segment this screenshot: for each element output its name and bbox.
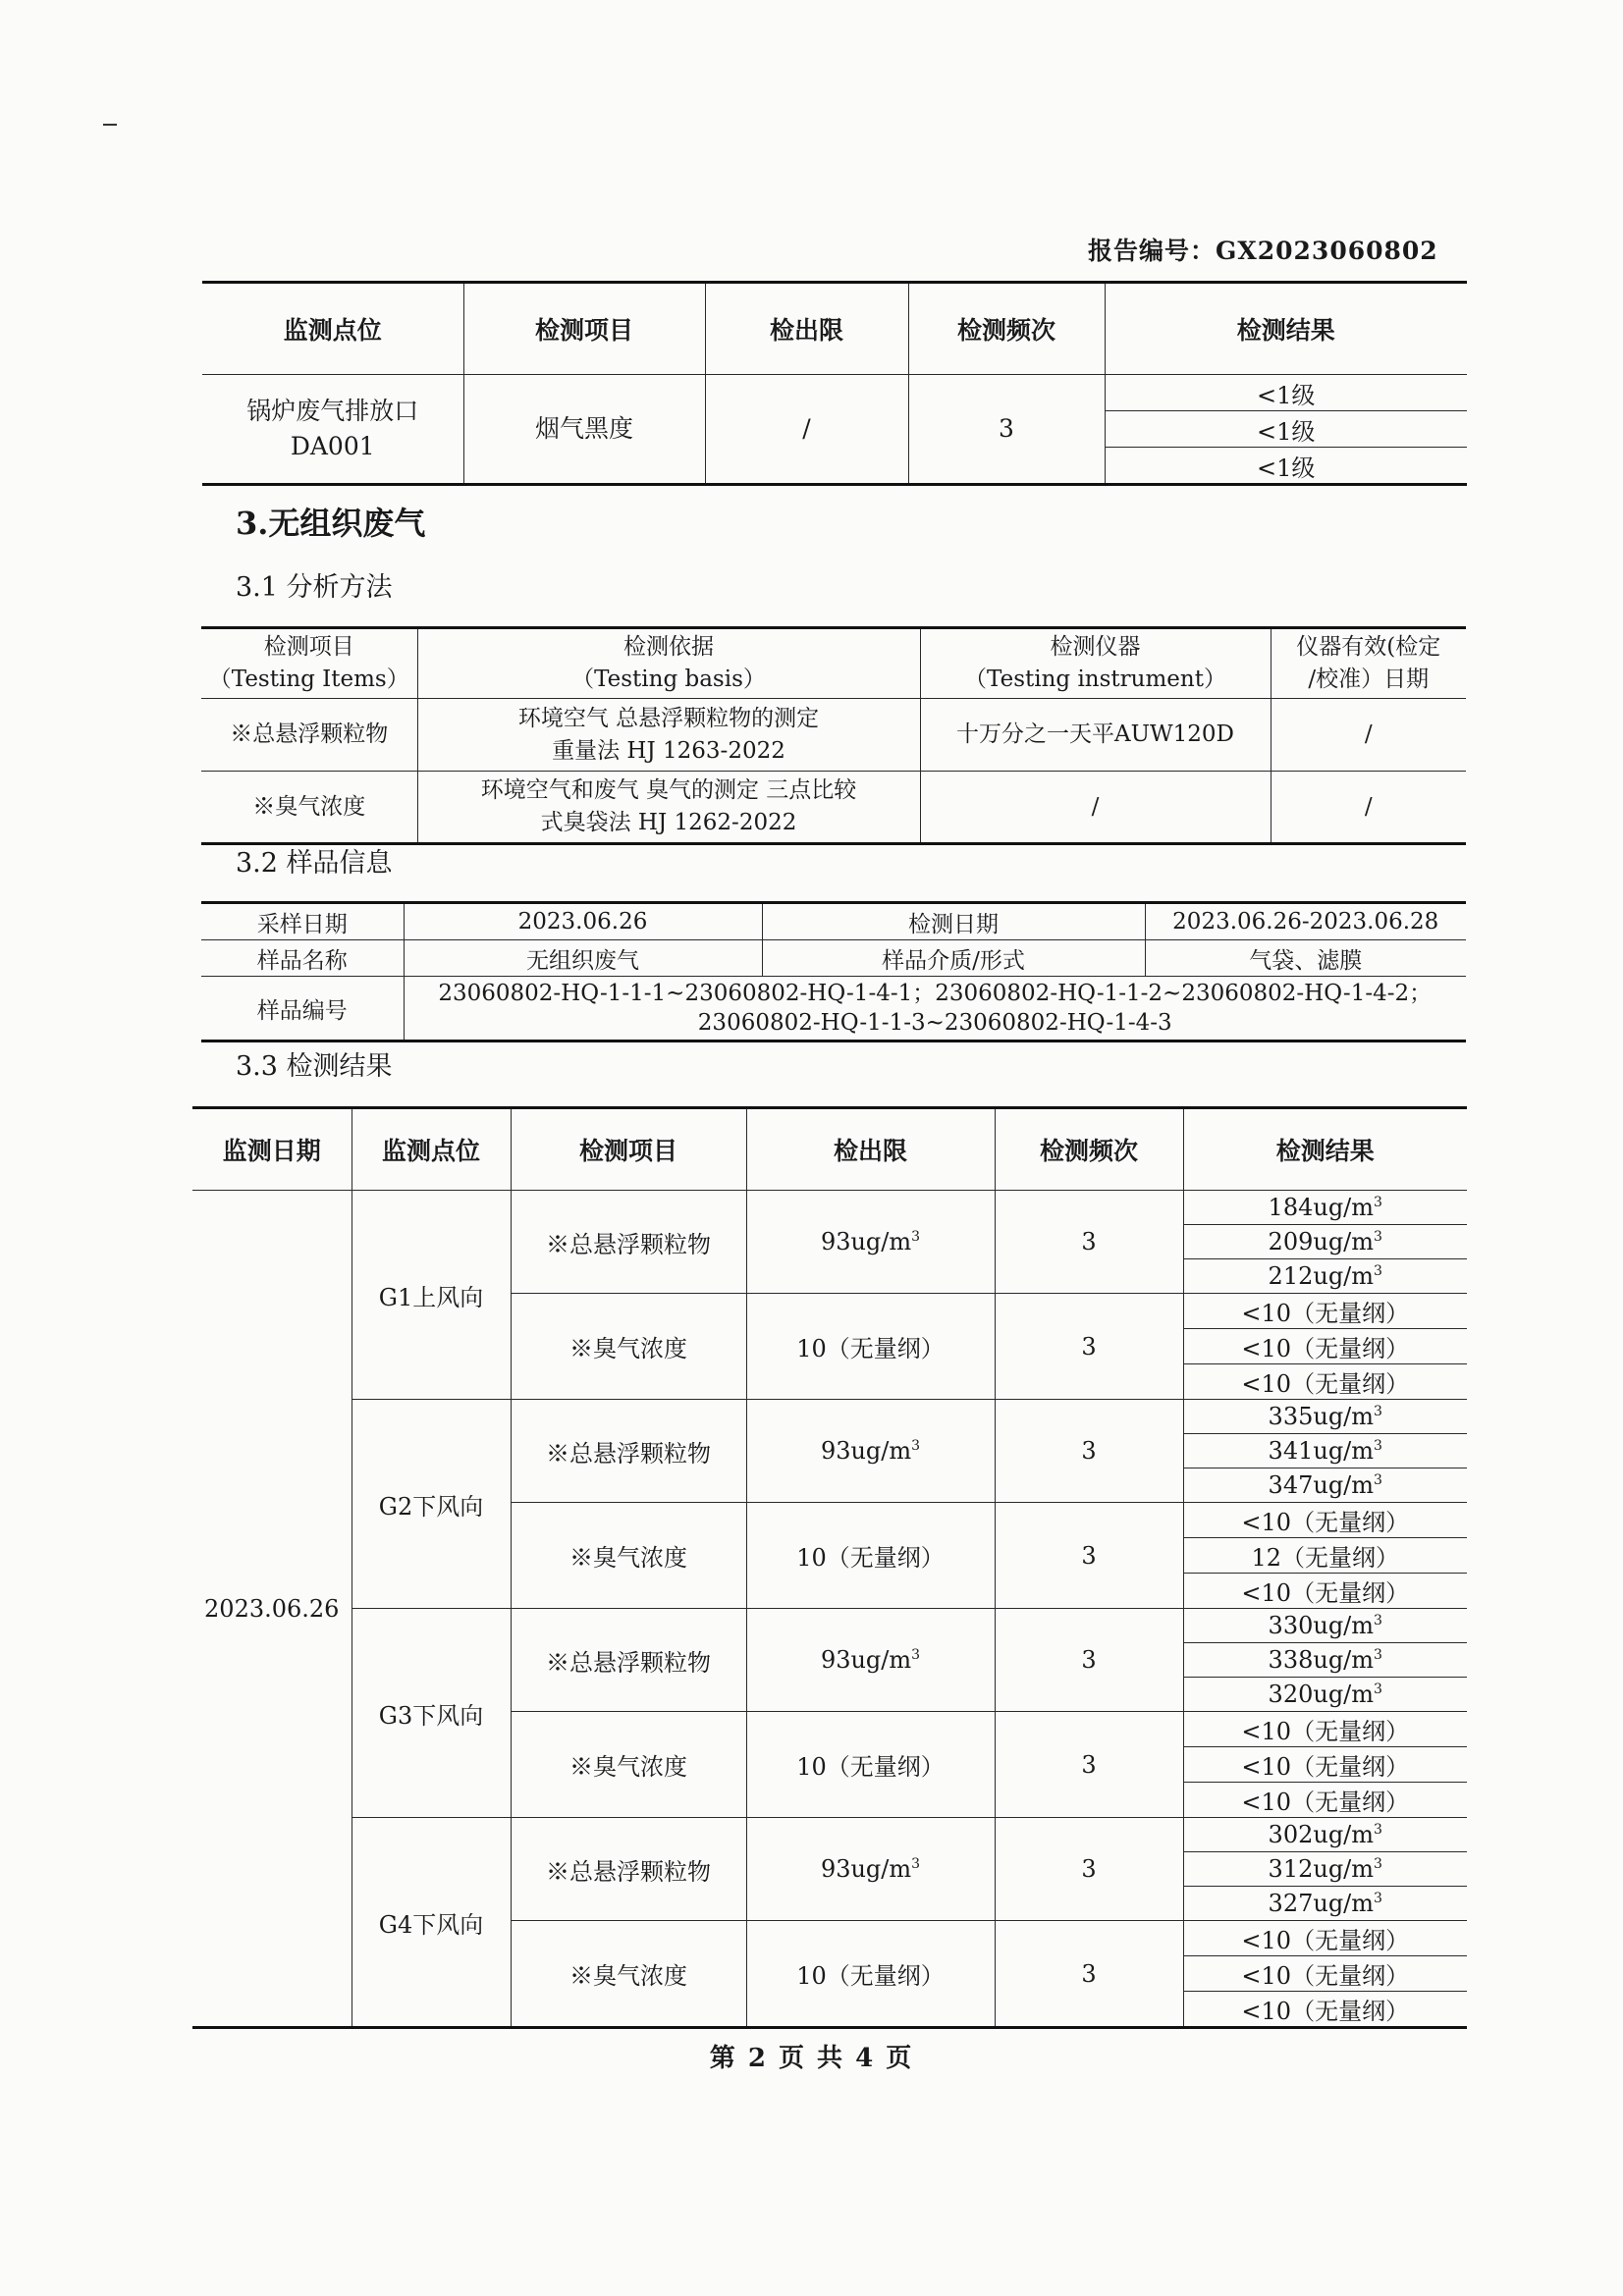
boiler-point: [202, 375, 463, 485]
method-basis-line1: 环境空气和废气 臭气的测定 三点比较: [480, 777, 857, 803]
result-value-text: 327ug/m: [1268, 1890, 1375, 1917]
result-value-text: 320ug/m: [1268, 1681, 1375, 1708]
cube-superscript: 3: [1374, 1647, 1382, 1663]
test-item: ※总悬浮颗粒物: [511, 1191, 746, 1294]
boiler-exhaust-table: [202, 281, 1467, 486]
results-table: [192, 1106, 1467, 2029]
result-value: [1183, 1574, 1467, 1609]
test-item: ※总悬浮颗粒物: [511, 1609, 746, 1712]
sample-name: 无组织废气: [404, 940, 762, 977]
test-frequency: 3: [995, 1503, 1183, 1609]
boiler-result-1: <1级: [1105, 375, 1467, 411]
analysis-methods-table: [201, 626, 1466, 845]
boiler-result-2: <1级: [1105, 411, 1467, 448]
methods-header-basis-cn: 检测依据: [623, 634, 714, 660]
test-item: ※总悬浮颗粒物: [511, 1400, 746, 1503]
detection-limit: [746, 1191, 995, 1294]
method-item: ※总悬浮颗粒物: [201, 699, 417, 772]
boiler-freq: 3: [908, 375, 1105, 485]
label-sample-name: 样品名称: [201, 940, 404, 977]
col-header-point: 监测点位: [202, 283, 463, 375]
test-item: ※臭气浓度: [511, 1503, 746, 1609]
detection-limit-value: 93ug/m: [820, 1855, 912, 1883]
monitor-point: G4下风向: [352, 1818, 511, 2028]
result-value: [1183, 1503, 1467, 1538]
sample-number-line2: 23060802-HQ-1-1-3~23060802-HQ-1-4-3: [697, 1010, 1172, 1036]
detection-limit: [746, 1294, 995, 1400]
detection-limit-value: 10（无量纲）: [796, 1962, 945, 1990]
method-instrument: 十万分之一天平AUW120D: [920, 699, 1271, 772]
cube-superscript: 3: [1374, 1822, 1382, 1838]
cube-superscript: 3: [1374, 1263, 1382, 1279]
method-date: /: [1271, 699, 1466, 772]
result-value: [1183, 1191, 1467, 1225]
result-value: [1183, 1747, 1467, 1783]
result-value-text: <10（无量纲）: [1241, 1509, 1410, 1536]
cube-superscript: 3: [1374, 1613, 1382, 1629]
detection-limit: [746, 1400, 995, 1503]
result-value: [1183, 1259, 1467, 1294]
label-sample-date: 采样日期: [201, 903, 404, 940]
cube-superscript: 3: [1374, 1472, 1382, 1488]
result-value: [1183, 1329, 1467, 1364]
corner-mark: [103, 124, 117, 126]
detection-limit-value: 10（无量纲）: [796, 1753, 945, 1781]
methods-header-basis: [417, 628, 920, 699]
result-value-text: 184ug/m: [1268, 1194, 1375, 1221]
col-header-limit: 检出限: [705, 283, 908, 375]
monitor-point: G3下风向: [352, 1609, 511, 1818]
methods-header-instrument-cn: 检测仪器: [1050, 634, 1141, 660]
detection-limit: [746, 1818, 995, 1921]
label-sample-number: 样品编号: [201, 977, 404, 1041]
methods-header-basis-en: （Testing basis）: [571, 667, 766, 692]
result-value: [1183, 1609, 1467, 1643]
result-value-text: 312ug/m: [1268, 1855, 1375, 1883]
result-value-text: 12（无量纲）: [1251, 1544, 1400, 1572]
result-value-text: <10（无量纲）: [1241, 1789, 1410, 1816]
methods-header-instrument: [920, 628, 1271, 699]
result-value-text: 330ug/m: [1268, 1612, 1375, 1639]
cube-superscript: 3: [1374, 1404, 1382, 1419]
boiler-point-line2: DA001: [290, 432, 375, 460]
report-number: 报告编号：GX2023060802: [1088, 237, 1438, 265]
method-basis-line1: 环境空气 总悬浮颗粒物的测定: [517, 705, 820, 731]
page-footer: 第 2 页 共 4 页: [709, 2044, 914, 2073]
detection-limit-value: 93ug/m: [820, 1646, 912, 1674]
result-value-text: <10（无量纲）: [1241, 1753, 1410, 1781]
test-item: ※总悬浮颗粒物: [511, 1818, 746, 1921]
col-header-freq: 检测频次: [908, 283, 1105, 375]
methods-header-date-line1: 仪器有效(检定: [1296, 634, 1441, 660]
result-value: [1183, 1538, 1467, 1574]
detection-limit: [746, 1921, 995, 2028]
methods-header-date: [1271, 628, 1466, 699]
result-value: [1183, 1468, 1467, 1503]
cube-superscript: 3: [1374, 1229, 1382, 1245]
detection-limit: [746, 1609, 995, 1712]
col-header-item: 检测项目: [463, 283, 705, 375]
result-value-text: 338ug/m: [1268, 1646, 1375, 1674]
result-value-text: 335ug/m: [1268, 1403, 1375, 1430]
sample-date: 2023.06.26: [404, 903, 762, 940]
result-value: [1183, 1887, 1467, 1921]
methods-header-item: [201, 628, 417, 699]
result-value: [1183, 1852, 1467, 1887]
test-frequency: 3: [995, 1818, 1183, 1921]
result-value: [1183, 1364, 1467, 1400]
test-item: ※臭气浓度: [511, 1921, 746, 2028]
detection-limit-value: 10（无量纲）: [796, 1544, 945, 1572]
result-value-text: 341ug/m: [1268, 1437, 1375, 1465]
method-basis: [417, 772, 920, 844]
col-header-result: 检测结果: [1183, 1108, 1467, 1191]
cube-superscript: 3: [1374, 1891, 1382, 1906]
boiler-result-3: <1级: [1105, 448, 1467, 485]
result-value-text: <10（无量纲）: [1241, 1579, 1410, 1607]
test-frequency: 3: [995, 1191, 1183, 1294]
monitor-date: 2023.06.26: [192, 1191, 352, 2028]
detection-limit-value: 10（无量纲）: [796, 1335, 945, 1362]
test-date: 2023.06.26-2023.06.28: [1145, 903, 1466, 940]
label-test-date: 检测日期: [762, 903, 1145, 940]
col-header-freq: 检测频次: [995, 1108, 1183, 1191]
methods-header-item-cn: 检测项目: [263, 634, 354, 660]
method-basis-line2: 重量法 HJ 1263-2022: [552, 737, 785, 764]
col-header-point: 监测点位: [352, 1108, 511, 1191]
test-frequency: 3: [995, 1712, 1183, 1818]
result-value-text: <10（无量纲）: [1241, 1300, 1410, 1327]
col-header-item: 检测项目: [511, 1108, 746, 1191]
result-value: [1183, 1400, 1467, 1434]
result-value: [1183, 1818, 1467, 1852]
method-item: ※臭气浓度: [201, 772, 417, 844]
result-value-text: 347ug/m: [1268, 1471, 1375, 1499]
method-basis: [417, 699, 920, 772]
cube-superscript: 3: [1374, 1438, 1382, 1454]
result-value: [1183, 1643, 1467, 1678]
section-3-3-title: 3.3 检测结果: [236, 1051, 393, 1082]
section-3-1-title: 3.1 分析方法: [236, 572, 393, 603]
sample-medium: 气袋、滤膜: [1145, 940, 1466, 977]
result-value: [1183, 1992, 1467, 2028]
test-frequency: 3: [995, 1609, 1183, 1712]
methods-header-instrument-en: （Testing instrument）: [964, 667, 1226, 692]
boiler-item: 烟气黑度: [463, 375, 705, 485]
method-instrument: /: [920, 772, 1271, 844]
cube-superscript: 3: [911, 1856, 921, 1872]
test-frequency: 3: [995, 1921, 1183, 2028]
sample-number: [404, 977, 1466, 1041]
monitor-point: G1上风向: [352, 1191, 511, 1400]
col-header-result: 检测结果: [1105, 283, 1467, 375]
boiler-point-line1: 锅炉废气排放口: [246, 397, 419, 425]
test-frequency: 3: [995, 1400, 1183, 1503]
result-value: [1183, 1225, 1467, 1259]
result-value: [1183, 1956, 1467, 1992]
sample-info-table: [201, 901, 1466, 1042]
cube-superscript: 3: [911, 1647, 921, 1663]
monitor-point: G2下风向: [352, 1400, 511, 1609]
result-value: [1183, 1921, 1467, 1956]
methods-header-date-line2: /校准）日期: [1308, 667, 1430, 692]
cube-superscript: 3: [911, 1229, 921, 1245]
cube-superscript: 3: [1374, 1856, 1382, 1872]
detection-limit-value: 93ug/m: [820, 1437, 912, 1465]
result-value-text: 209ug/m: [1268, 1228, 1375, 1255]
section-3-title: 3.无组织废气: [236, 505, 426, 542]
method-basis-line2: 式臭袋法 HJ 1262-2022: [540, 810, 797, 835]
cube-superscript: 3: [911, 1438, 921, 1454]
result-value-text: <10（无量纲）: [1241, 1998, 1410, 2025]
label-sample-medium: 样品介质/形式: [762, 940, 1145, 977]
method-date: /: [1271, 772, 1466, 844]
result-value: [1183, 1434, 1467, 1468]
result-value-text: <10（无量纲）: [1241, 1370, 1410, 1398]
sample-number-line1: 23060802-HQ-1-1-1~23060802-HQ-1-4-1；23060802-HQ-1-1-2~23060802-HQ-1-4-2；: [438, 981, 1433, 1006]
col-header-date: 监测日期: [192, 1108, 352, 1191]
result-value: [1183, 1678, 1467, 1712]
section-3-2-title: 3.2 样品信息: [236, 848, 393, 879]
result-value: [1183, 1294, 1467, 1329]
result-value-text: <10（无量纲）: [1241, 1962, 1410, 1990]
result-value: [1183, 1783, 1467, 1818]
result-value-text: <10（无量纲）: [1241, 1335, 1410, 1362]
result-value: [1183, 1712, 1467, 1747]
detection-limit: [746, 1503, 995, 1609]
result-value-text: 302ug/m: [1268, 1821, 1375, 1848]
col-header-limit: 检出限: [746, 1108, 995, 1191]
detection-limit-value: 93ug/m: [820, 1228, 912, 1255]
detection-limit: [746, 1712, 995, 1818]
methods-header-item-en: （Testing Items）: [208, 667, 409, 692]
test-item: ※臭气浓度: [511, 1712, 746, 1818]
result-value-text: 212ug/m: [1268, 1262, 1375, 1290]
result-value-text: <10（无量纲）: [1241, 1927, 1410, 1954]
test-frequency: 3: [995, 1294, 1183, 1400]
cube-superscript: 3: [1374, 1195, 1382, 1210]
boiler-limit: /: [705, 375, 908, 485]
result-value-text: <10（无量纲）: [1241, 1718, 1410, 1745]
cube-superscript: 3: [1374, 1682, 1382, 1697]
test-item: ※臭气浓度: [511, 1294, 746, 1400]
